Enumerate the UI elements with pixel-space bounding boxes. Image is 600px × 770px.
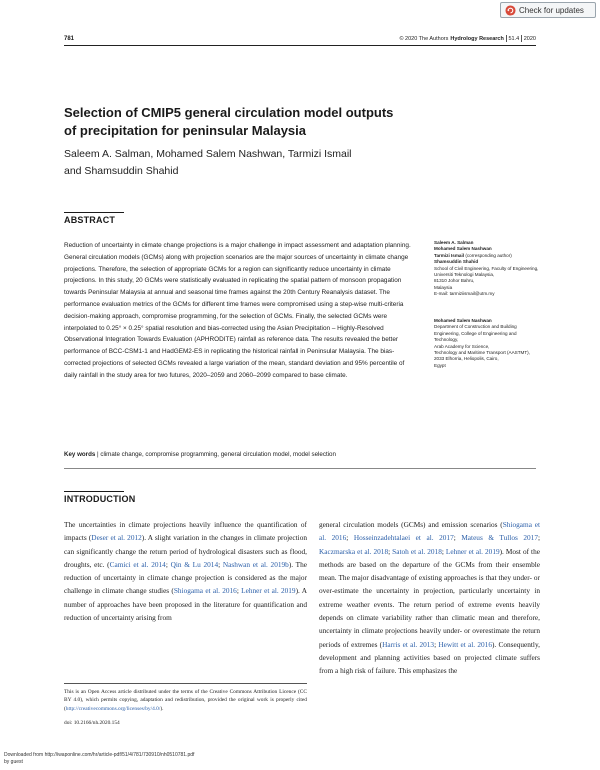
citation-link[interactable]: Shiogama et al. 2016 <box>173 586 237 596</box>
body-text: ; <box>441 546 446 556</box>
affil-email: E-mail: tarmiziismail@utm.my <box>434 291 495 297</box>
affil-address: School of Civil Engineering, Faculty of Engineering, <box>434 265 539 271</box>
citation-link[interactable]: Qin & Lu 2014 <box>170 559 219 569</box>
volume-issue: 51.4 <box>508 35 520 42</box>
affil-address: 2033 Elhorria, Heliopolis, Cairo, <box>434 356 499 362</box>
affiliation-block <box>434 318 544 369</box>
introduction-rule <box>64 491 124 492</box>
body-text: ). A slight variation in the changes in climate projection can significantly change the return period of hydrological disasters such as flood, droughts, etc. ( <box>64 533 307 569</box>
journal-name: Hydrology Research <box>450 35 504 42</box>
affil-author: Mohamed Salem Nashwan <box>434 246 492 252</box>
citation-link[interactable]: Nashwan et al. 2019b <box>222 559 289 569</box>
license-link[interactable]: http://creativecommons.org/licenses/by/4.0/ <box>65 705 161 712</box>
abstract-text: Reduction of uncertainty in climate change projections is a major challenge in impact assessment and adaptation planning. General circulation models (GCMs) along with projection scenarios are the major sources of uncertainty in climate change projections. Therefore, the selection of appropriate GCMs for a region can significantly reduce uncertainty in climate projections. In this study, 20 GCMs were statistically evaluated in replicating the spatial pattern of monsoon propagation towards Peninsular Malaysia at annual and seasonal time frames against the 20th Century Reanalysis dataset. The performance evaluation metrics of the GCMs for different time frames were compromised using a step-wise multi-criteria decision-making approach, compromise programming, for the selection of GCMs. Finally, the selected GCMs were interpolated to 0.25° × 0.25° spatial resolution and bias-corrected using the Asian Precipitation – Highly-Resolved Observational Integration Towards Evaluation (APHRODITE) rainfall as reference data. The results revealed the better performance of BCC-CSM1-1 and HadGEM2-ES in replicating the historical rainfall in Peninsular Malaysia. The bias-corrected projections of selected GCMs revealed a large variation of the mean, standard deviation and 95% percentile of daily rainfall in the study area for two futures, 2020–2059 and 2060–2099 compared to base climate. <box>64 242 411 379</box>
page-number: 781 <box>64 36 75 42</box>
abstract-heading: ABSTRACT <box>64 215 116 225</box>
affil-address: Technology, <box>434 337 459 343</box>
citation-link[interactable]: Harris et al. 2013 <box>382 639 435 649</box>
keywords-text: climate change, compromise programming, general circulation model, model selection <box>100 451 336 458</box>
copyright: © 2020 The Authors <box>399 35 449 42</box>
authors-line: and Shamsuddin Shahid <box>64 165 179 177</box>
article-title <box>64 104 504 140</box>
header-separator <box>506 35 507 42</box>
introduction-heading: INTRODUCTION <box>64 494 136 504</box>
citation-link[interactable]: Hewitt et al. 2016 <box>438 639 492 649</box>
download-note <box>4 752 194 765</box>
license-end: ). <box>160 705 164 712</box>
citation-link[interactable]: Camici et al. 2014 <box>109 559 166 569</box>
affil-address: Arab Academy for Science, <box>434 343 490 349</box>
check-for-updates-button[interactable] <box>500 2 596 18</box>
body-text: The uncertainties in climate projections heavily influence the quantification of impacts ( <box>64 520 307 543</box>
year: 2020 <box>523 35 536 42</box>
body-text: ). A number of approaches have been proposed in the literature for quantification and reduction of uncertainty arising from <box>64 586 307 623</box>
affil-address: Malaysia <box>434 284 453 290</box>
check-for-updates-label: Check for updates <box>519 5 584 15</box>
keywords: Key words | climate change, compromise programming, general circulation model, model selection <box>64 451 336 458</box>
license-text: This is an Open Access article distributed under the terms of the Creative Commons Attribution Licence (CC BY 4.0), which permits copying, adaptation and redistribution, provided the original work is properly cited ( <box>64 689 307 712</box>
affil-address: Egypt <box>434 362 446 368</box>
body-text: ; <box>346 533 354 543</box>
body-text: ; <box>388 546 393 556</box>
corresponding-note: (corresponding author) <box>465 252 512 258</box>
download-line: Downloaded from http://iwaponline.com/hr/article-pdf/51/4/781/730910/nh0510781.pdf <box>4 752 195 758</box>
body-text: ). Most of the methods are based on the departure of the GCMs from their ensemble mean. The major disadvantage of existing approaches is that they under- or over-estimate the uncertainty in projection, particularly uncertainty in extreme weather events. The return period of extreme events heavily depends on climate variability rather than climatic mean and therefore, uncertainty in climate projections heavily under- or overestimate the return periods of extremes ( <box>319 546 540 649</box>
download-line: by guest <box>4 758 23 765</box>
citation-link[interactable]: Shiogama et al. 2016 <box>319 520 541 543</box>
body-text: general circulation models (GCMs) and emission scenarios ( <box>319 520 503 529</box>
affil-author: Tarmizi Ismail <box>434 252 465 258</box>
affil-author: Mohamed Salem Nashwan <box>434 318 492 323</box>
affil-address: Technology and Maritime Transport (AASTMT), <box>434 350 530 356</box>
doi: doi: 10.2166/nh.2020.154 <box>64 720 120 726</box>
body-text: ). Consequently, development and planning activities based on projected climate suffers from a high risk of failure. This emphasizes the <box>319 639 540 676</box>
title-line: Selection of CMIP5 general circulation model outputs <box>64 105 394 120</box>
citation-link[interactable]: Lehner et al. 2019 <box>445 546 500 556</box>
author-list <box>64 146 504 180</box>
affiliation-block <box>434 240 544 298</box>
citation-link[interactable]: Satoh et al. 2018 <box>392 546 442 556</box>
header-rule <box>64 45 536 46</box>
running-header <box>399 35 536 42</box>
keywords-label: Key words <box>64 451 96 458</box>
citation-link[interactable]: Hosseinzadehtalaei et al. 2017 <box>353 533 454 543</box>
body-text: ; <box>434 639 439 649</box>
body-text: ; <box>218 559 223 569</box>
intro-left-column <box>64 518 307 624</box>
affil-address: Department of Construction and Building <box>434 324 517 330</box>
citation-link[interactable]: Lehner et al. 2019 <box>241 586 296 596</box>
affil-address: Universiti Teknologi Malaysia, <box>434 272 495 278</box>
header-separator <box>521 35 522 42</box>
affil-address: Engineering, College of Engineering and <box>434 330 517 336</box>
body-text: ). The reduction of uncertainty in climate change projection is considered as the major challenge in climate change studies ( <box>64 559 308 596</box>
body-text: ; <box>236 586 242 596</box>
authors-line: Saleem A. Salman, Mohamed Salem Nashwan, Tarmizi Ismail <box>64 148 352 160</box>
affil-address: 81310 Johor Bahru, <box>434 278 475 284</box>
abstract-rule <box>64 212 124 213</box>
body-text: ; <box>165 559 171 569</box>
body-text: ; <box>453 533 462 543</box>
refresh-badge-icon <box>505 5 516 16</box>
body-text: ; <box>537 533 540 543</box>
footnote-rule <box>64 683 307 684</box>
affil-author: Shamsuddin Shahid <box>434 259 479 265</box>
citation-link[interactable]: Kaczmarska et al. 2018 <box>319 546 389 556</box>
citation-link[interactable]: Mateus & Tullos 2017 <box>461 533 538 543</box>
intro-right-column <box>319 518 540 678</box>
license-footnote <box>64 688 307 713</box>
citation-link[interactable]: Deser et al. 2012 <box>91 533 142 543</box>
title-line: of precipitation for peninsular Malaysia <box>64 123 306 138</box>
section-divider <box>64 468 536 469</box>
affil-author: Saleem A. Salman <box>434 240 474 245</box>
